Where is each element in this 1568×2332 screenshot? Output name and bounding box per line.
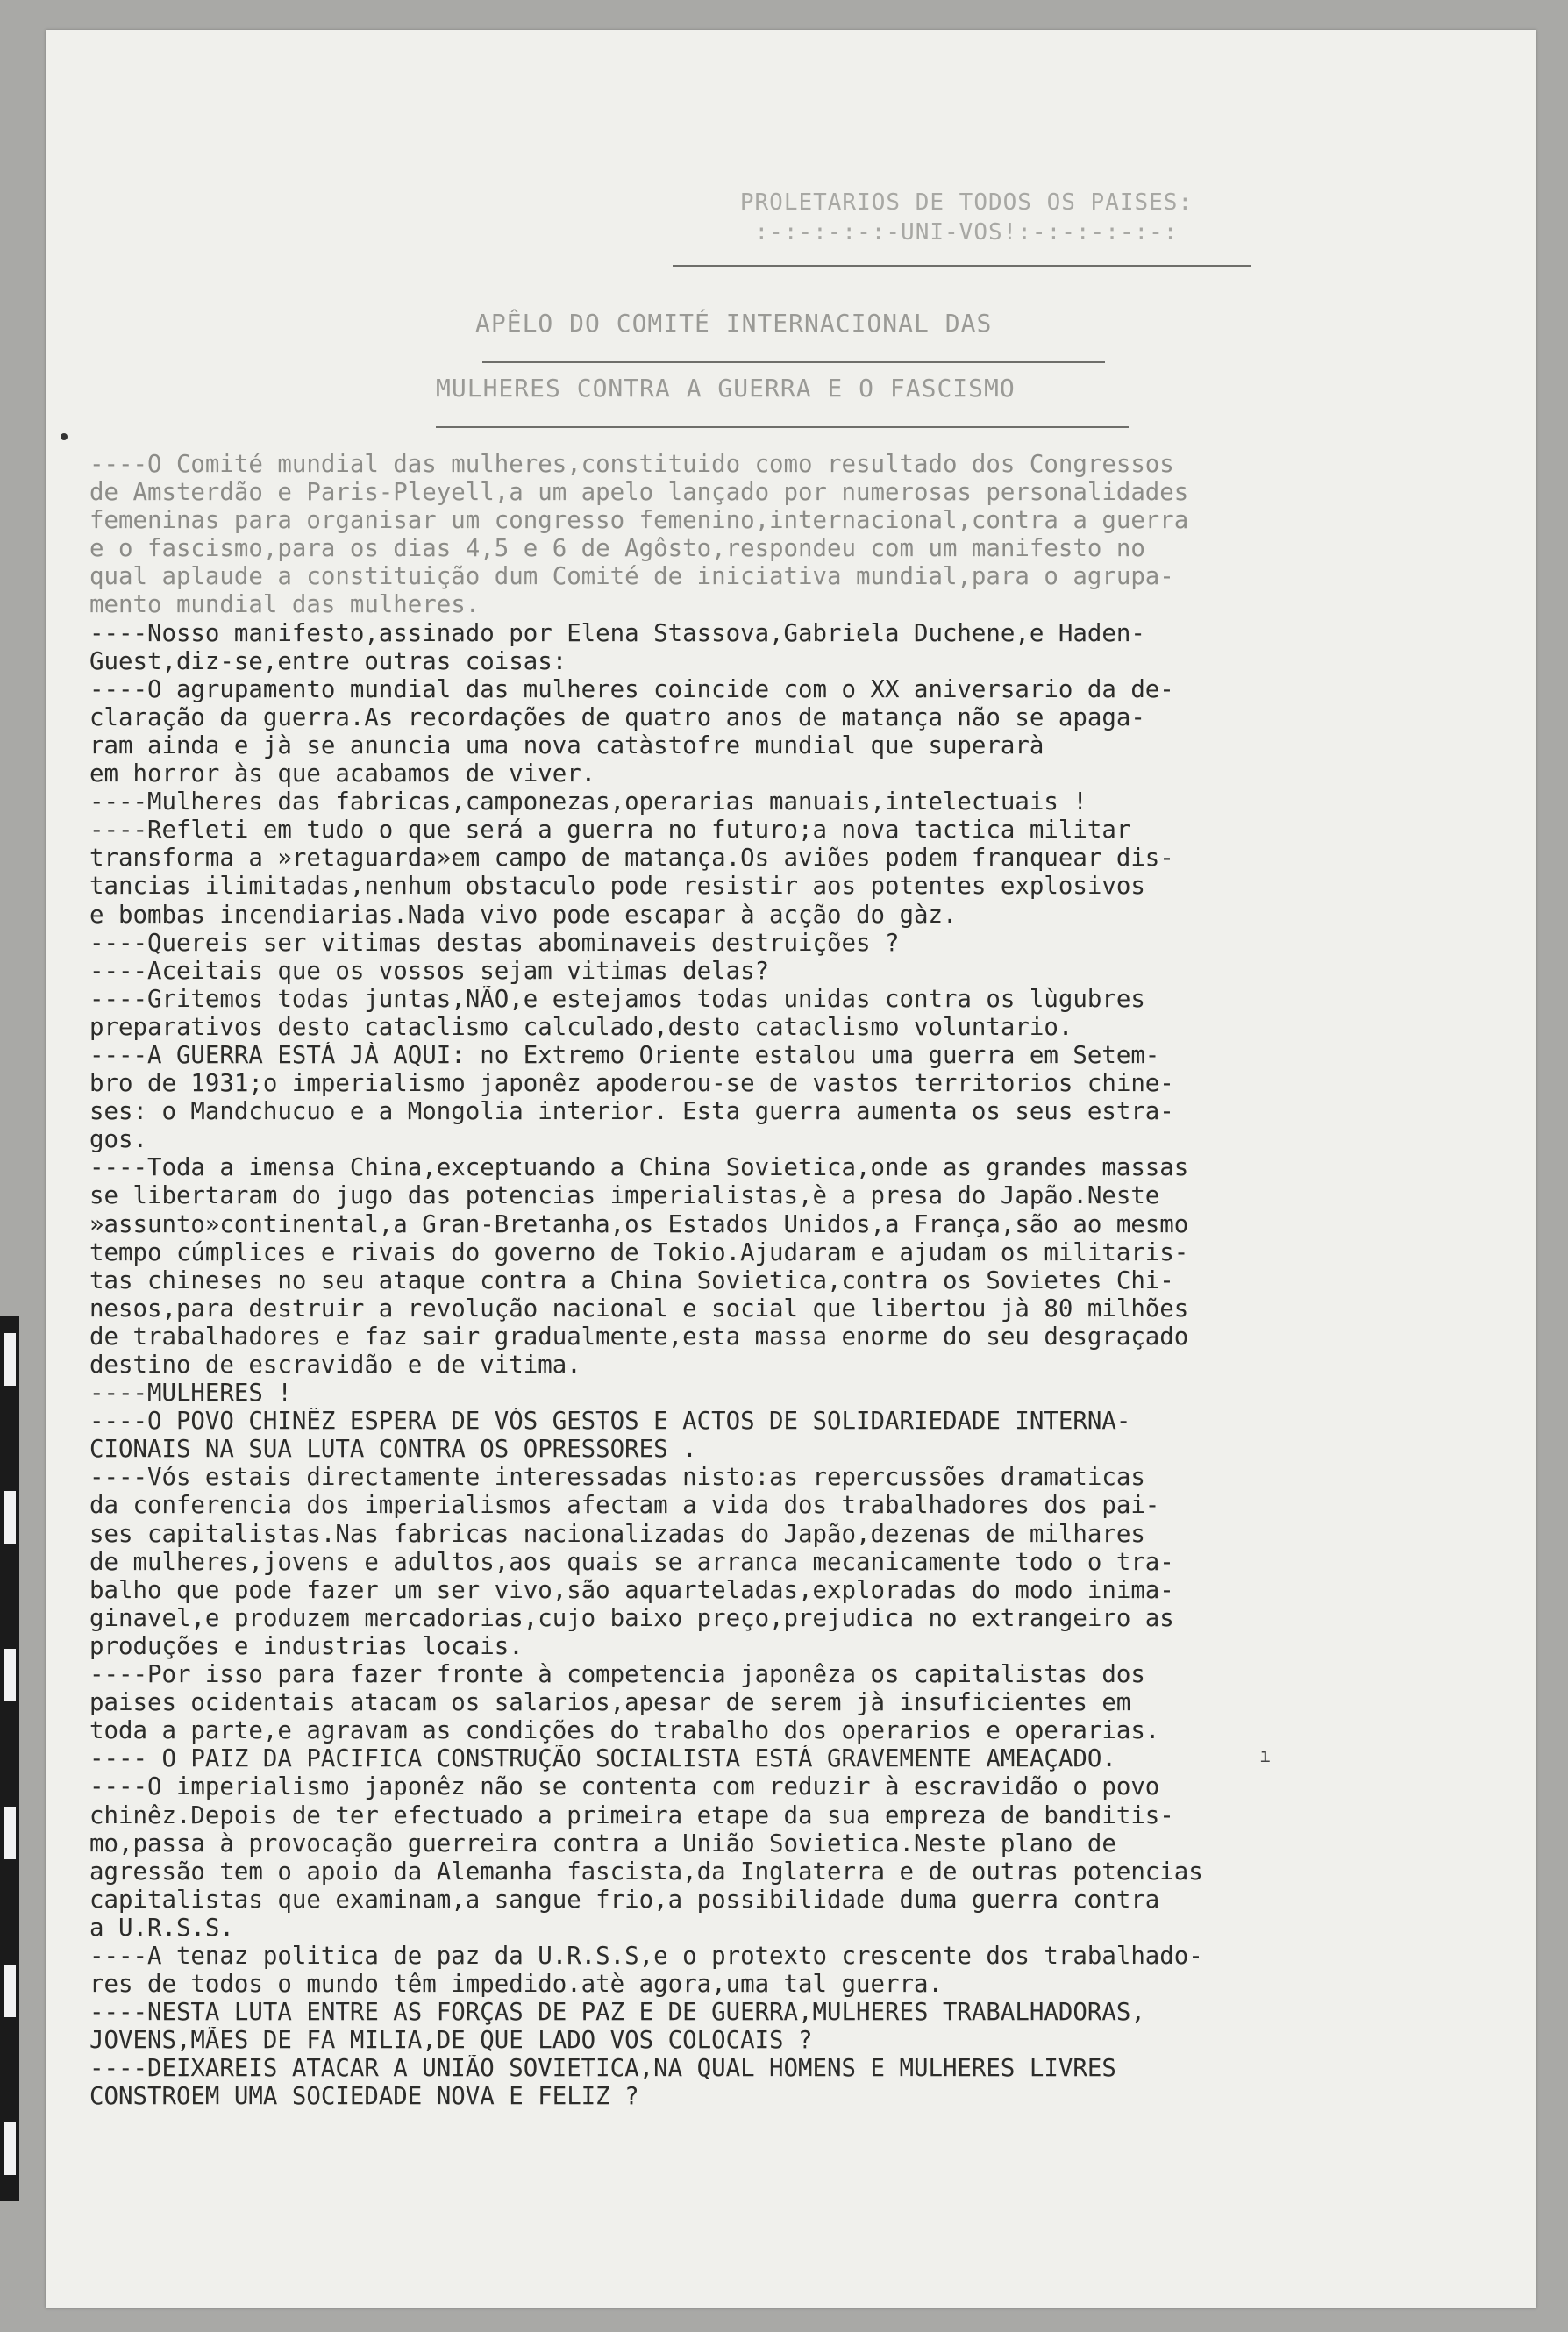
text-line: res de todos o mundo têm impedido.atè agora,uma tal guerra. [89, 1971, 943, 1999]
text-line: e bombas incendiarias.Nada vivo pode escapar à acção do gàz. [89, 901, 958, 929]
text-line: ----Aceitais que os vossos sejam vitimas delas? [89, 957, 770, 985]
text-line: ----O Comité mundial das mulheres,constituido como resultado dos Congressos [89, 451, 1174, 478]
text-line: a U.R.S.S. [89, 1914, 234, 1942]
text-line: em horror às que acabamos de viver. [89, 760, 596, 788]
title-line-1: APÊLO DO COMITÉ INTERNACIONAL DAS [475, 309, 993, 338]
text-line: Guest,diz-se,entre outras coisas: [89, 647, 567, 675]
text-line: ----Gritemos todas juntas,NÃO,e estejamos todas unidas contra os lùgubres [89, 985, 1145, 1013]
text-line: nesos,para destruir a revolução nacional e social que libertou jà 80 milhões [89, 1294, 1189, 1323]
text-line: ----A GUERRA ESTÁ JÀ AQUI: no Extremo Oriente estalou uma guerra em Setem- [89, 1041, 1160, 1069]
text-line: »assunto»continental,a Gran-Bretanha,os Estados Unidos,a França,são ao mesmo [89, 1210, 1189, 1238]
text-line: ----Vós estais directamente interessadas nisto:as repercussões dramaticas [89, 1464, 1145, 1492]
text-line: ----Nosso manifesto,assinado por Elena Stassova,Gabriela Duchene,e Haden- [89, 619, 1145, 647]
header-line-1: PROLETARIOS DE TODOS OS PAISES: [739, 189, 1194, 216]
text-line: de mulheres,jovens e adultos,aos quais se arranca mecanicamente todo o tra- [89, 1548, 1174, 1576]
text-line: preparativos desto cataclismo calculado,desto cataclismo voluntario. [89, 1013, 1073, 1041]
margin-dot [61, 433, 68, 440]
text-line: ----MULHERES ! [89, 1380, 292, 1408]
text-line: ----O imperialismo japonêz não se contenta com reduzir à escravidão o povo [89, 1773, 1160, 1801]
text-line: ----DEIXAREIS ATACAR A UNIÃO SOVIETICA,NA QUAL HOMENS E MULHERES LIVRES [89, 2055, 1116, 2083]
letter-body [89, 451, 1510, 2112]
text-line: balho que pode fazer um ser vivo,são aquarteladas,exploradas do modo inima- [89, 1576, 1174, 1604]
scale-ruler [0, 1316, 19, 2201]
text-line: claração da guerra.As recordações de quatro anos de matança não se apaga- [89, 703, 1145, 731]
text-line: CONSTROEM UMA SOCIEDADE NOVA E FELIZ ? [89, 2083, 639, 2111]
text-line: chinêz.Depois de ter efectuado a primeira etape da sua empreza de banditis- [89, 1801, 1174, 1829]
text-line: destino de escravidão e de vitima. [89, 1351, 581, 1379]
header-underline [673, 265, 1251, 267]
text-line: se libertaram do jugo das potencias imperialistas,è a presa do Japão.Neste [89, 1182, 1160, 1210]
text-line: ----Mulheres das fabricas,camponezas,operarias manuais,intelectuais ! [89, 788, 1087, 817]
title-line-2: MULHERES CONTRA A GUERRA E O FASCISMO [436, 374, 1016, 403]
pencil-mark: ı [1259, 1745, 1272, 1767]
text-line: ----Toda a imensa China,exceptuando a China Sovietica,onde as grandes massas [89, 1154, 1189, 1182]
title-underline-2 [436, 426, 1129, 428]
document-page [46, 30, 1536, 2308]
text-line: ----A tenaz politica de paz da U.R.S.S,e o protexto crescente dos trabalhado- [89, 1942, 1203, 1970]
text-line: transforma a »retaguarda»em campo de matança.Os aviões podem franquear dis- [89, 845, 1174, 873]
header-line-2: :-:-:-:-:-UNI-VOS!:-:-:-:-:-: [754, 219, 1179, 246]
text-line: femeninas para organisar um congresso femenino,internacional,contra a guerra [89, 507, 1189, 535]
text-line: toda a parte,e agravam as condições do trabalho dos operarios e operarias. [89, 1717, 1160, 1745]
text-line: ses: o Mandchucuo e a Mongolia interior. Esta guerra aumenta os seus estra- [89, 1098, 1174, 1126]
text-line: JOVENS,MÃES DE FA MILIA,DE QUE LADO VOS COLOCAIS ? [89, 2027, 813, 2055]
text-line: produções e industrias locais. [89, 1632, 524, 1660]
text-line: capitalistas que examinam,a sangue frio,a possibilidade duma guerra contra [89, 1886, 1160, 1914]
text-line: mo,passa à provocação guerreira contra a União Sovietica.Neste plano de [89, 1829, 1116, 1858]
text-line: ses capitalistas.Nas fabricas nacionalizadas do Japão,dezenas de milhares [89, 1520, 1145, 1548]
header-slogan [659, 188, 1273, 247]
text-line: e o fascismo,para os dias 4,5 e 6 de Agôsto,respondeu com um manifesto no [89, 535, 1145, 563]
text-line: CIONAIS NA SUA LUTA CONTRA OS OPRESSORES . [89, 1436, 697, 1464]
text-line: ----Quereis ser vitimas destas abominaveis destruições ? [89, 929, 900, 957]
text-line: qual aplaude a constituição dum Comité de iniciativa mundial,para o agrupa- [89, 563, 1174, 591]
text-line: de Amsterdão e Paris-Pleyell,a um apelo lançado por numerosas personalidades [89, 479, 1189, 507]
text-line: ram ainda e jà se anuncia uma nova catàstofre mundial que superarà [89, 731, 1044, 760]
text-line: ---- O PAIZ DA PACIFICA CONSTRUÇÃO SOCIALISTA ESTÁ GRAVEMENTE AMEAÇADO. [89, 1745, 1116, 1773]
text-line: bro de 1931;o imperialismo japonêz apoderou-se de vastos territorios chine- [89, 1070, 1174, 1098]
text-line: paises ocidentais atacam os salarios,apesar de serem jà insuficientes em [89, 1689, 1131, 1717]
text-line: ----O POVO CHINÊZ ESPERA DE VÓS GESTOS E ACTOS DE SOLIDARIEDADE INTERNA- [89, 1408, 1131, 1436]
title-underline-1 [482, 361, 1105, 363]
text-line: ginavel,e produzem mercadorias,cujo baixo preço,prejudica no extrangeiro as [89, 1604, 1174, 1632]
text-line: gos. [89, 1126, 147, 1154]
text-line: tempo cúmplices e rivais do governo de Tokio.Ajudaram e ajudam os militaris- [89, 1238, 1189, 1266]
text-line: da conferencia dos imperialismos afectam a vida dos trabalhadores dos pai- [89, 1492, 1160, 1520]
text-line: ----Por isso para fazer fronte à competencia japonêza os capitalistas dos [89, 1661, 1145, 1689]
text-line: mento mundial das mulheres. [89, 591, 481, 619]
text-line: ----Refleti em tudo o que será a guerra no futuro;a nova tactica militar [89, 817, 1131, 845]
text-line: de trabalhadores e faz sair gradualmente,esta massa enorme do seu desgraçado [89, 1323, 1189, 1351]
text-line: tancias ilimitadas,nenhum obstaculo pode resistir aos potentes explosivos [89, 873, 1145, 901]
text-line: tas chineses no seu ataque contra a China Sovietica,contra os Sovietes Chi- [89, 1266, 1174, 1294]
text-line: ----O agrupamento mundial das mulheres coincide com o XX aniversario da de- [89, 675, 1174, 703]
text-line: agressão tem o apoio da Alemanha fascista,da Inglaterra e de outras potencias [89, 1858, 1203, 1886]
text-line: ----NESTA LUTA ENTRE AS FORÇAS DE PAZ E DE GUERRA,MULHERES TRABALHADORAS, [89, 1999, 1145, 2027]
